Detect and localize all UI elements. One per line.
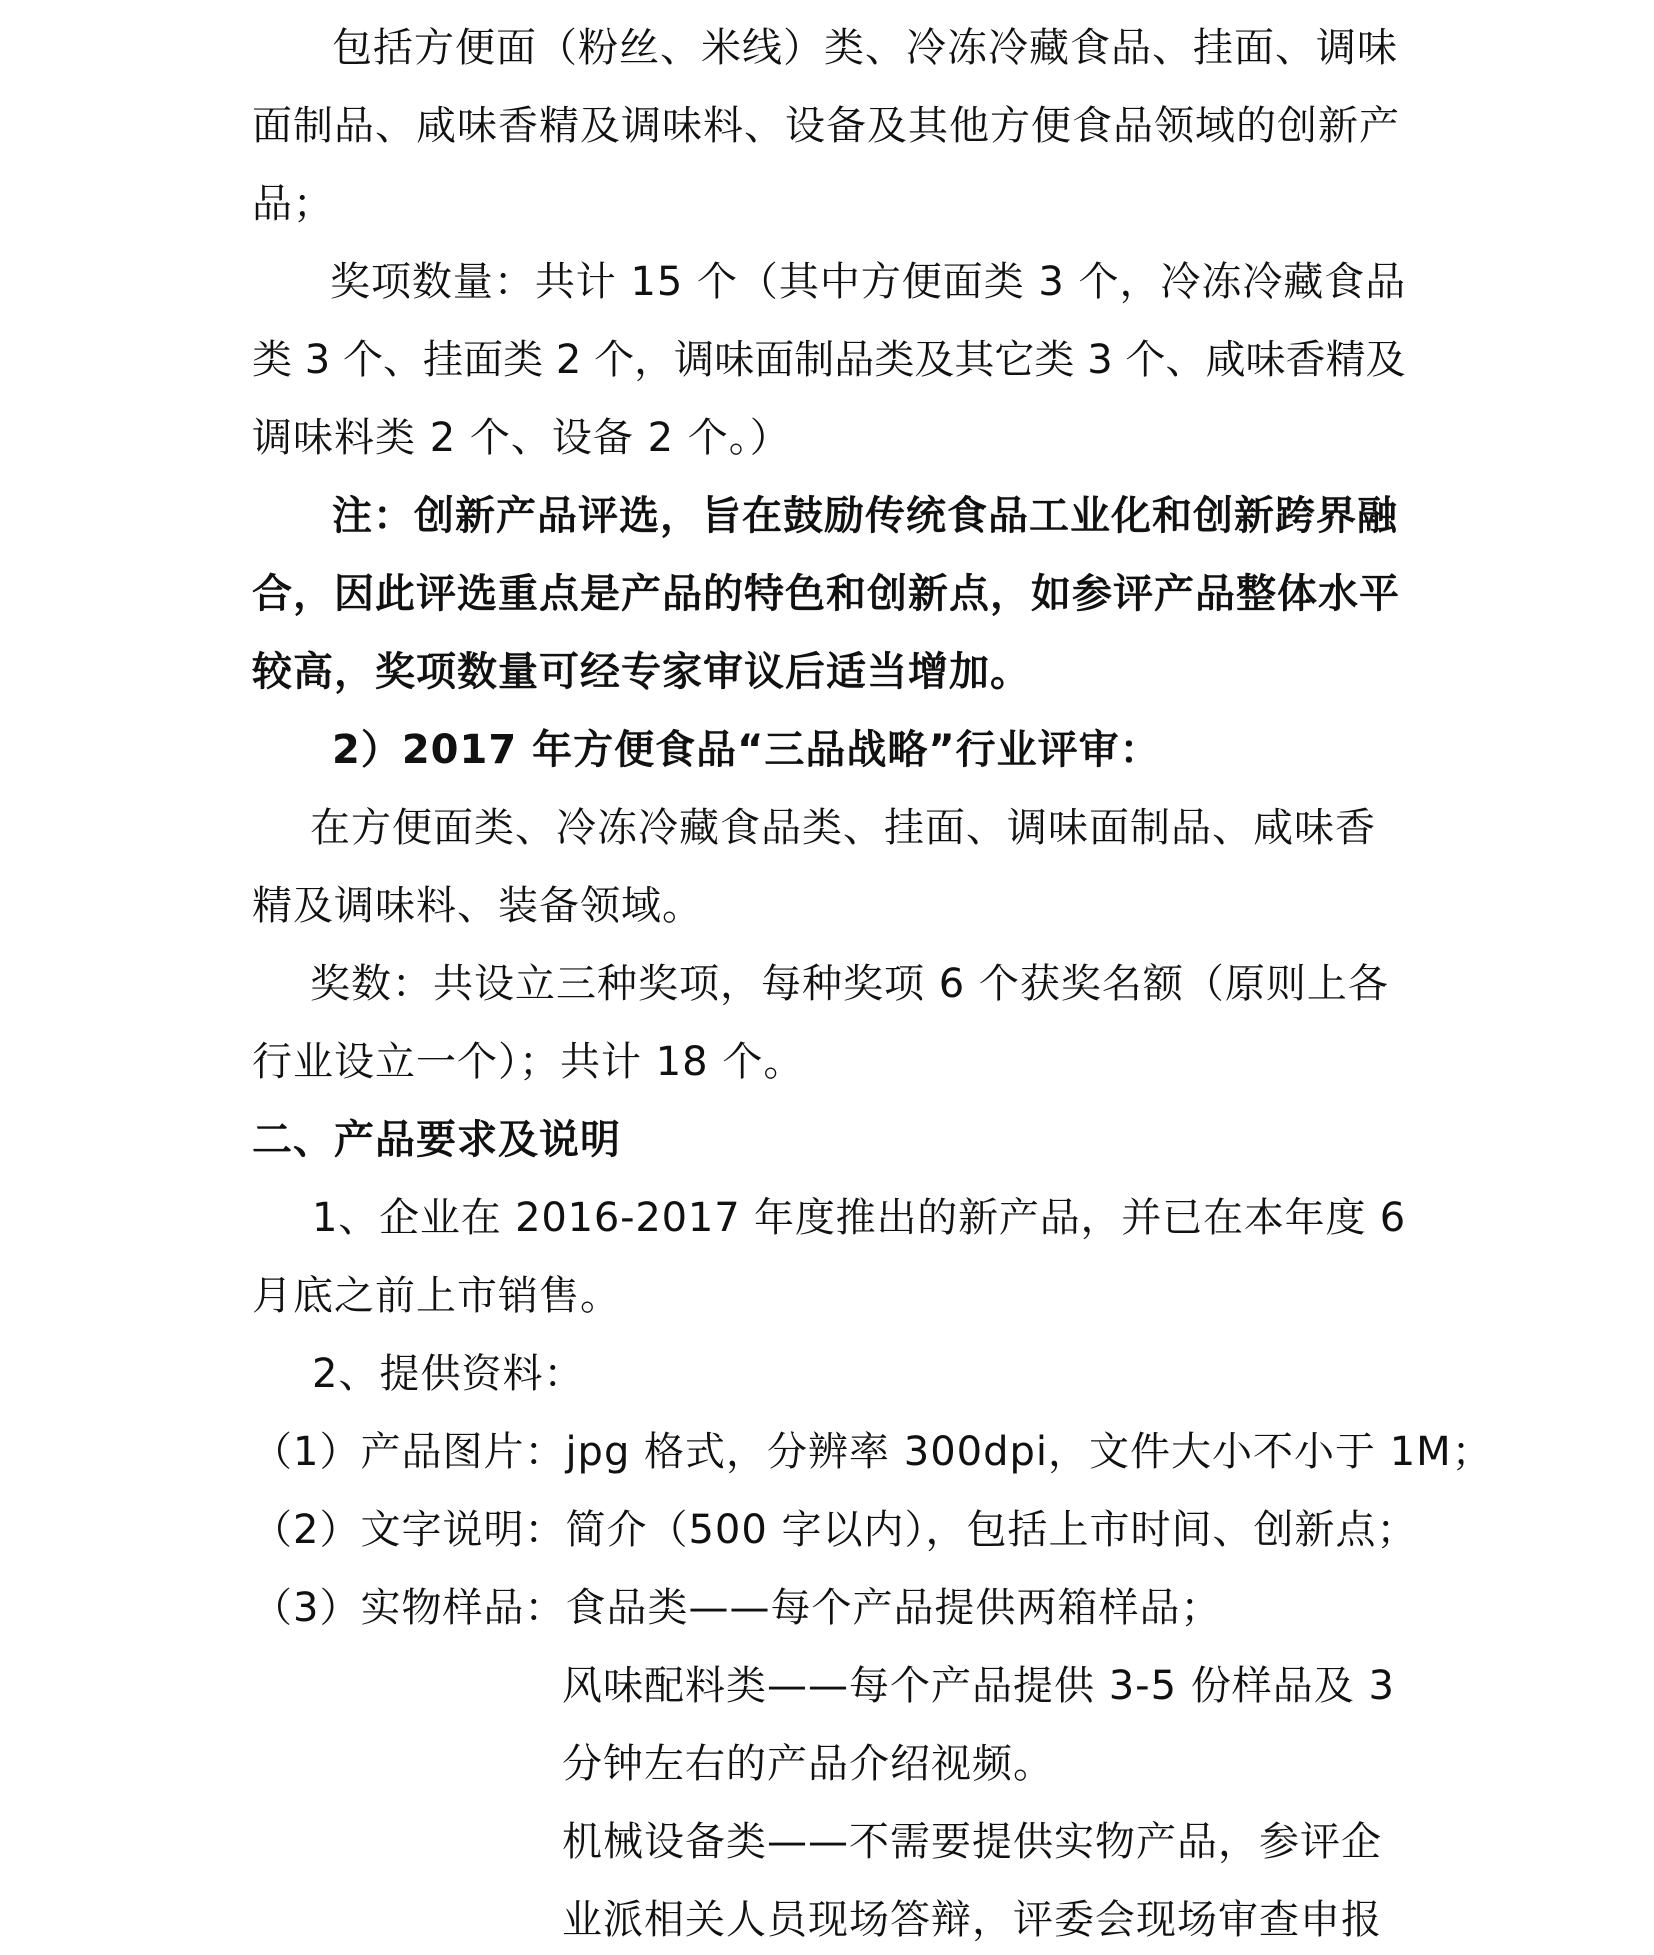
text-line-13: 奖数：共设立三种奖项，每种奖项 6 个获奖名额（原则上各 xyxy=(310,961,1389,1007)
text-line-14: 行业设立一个）；共计 18 个。 xyxy=(252,1039,805,1085)
text-line-6: 调味料类 2 个、设备 2 个。） xyxy=(252,415,791,461)
text-line-12: 精及调味料、装备领域。 xyxy=(252,883,703,929)
list-item-3-line-2: 风味配料类——每个产品提供 3-5 份样品及 3 xyxy=(562,1663,1395,1709)
text-line-4: 奖项数量：共计 15 个（其中方便面类 3 个，冷冻冷藏食品 xyxy=(330,259,1407,305)
note-line-2: 合，因此评选重点是产品的特色和创新点，如参评产品整体水平 xyxy=(252,571,1400,617)
note-line-3: 较高，奖项数量可经专家审议后适当增加。 xyxy=(252,649,1031,695)
section-heading-2: 二、产品要求及说明 xyxy=(252,1117,621,1163)
text-line-16: 1、企业在 2016-2017 年度推出的新产品，并已在本年度 6 xyxy=(312,1195,1407,1241)
list-item-2: （2）文字说明：简介（500 字以内），包括上市时间、创新点； xyxy=(252,1507,1418,1553)
note-line-1: 注：创新产品评选，旨在鼓励传统食品工业化和创新跨界融 xyxy=(332,493,1398,539)
list-item-3: （3）实物样品：食品类——每个产品提供两箱样品； xyxy=(252,1585,1222,1631)
list-item-3-line-4: 机械设备类——不需要提供实物产品，参评企 xyxy=(562,1819,1382,1865)
list-item-1: （1）产品图片：jpg 格式，分辨率 300dpi，文件大小不小于 1M； xyxy=(252,1429,1493,1475)
list-item-3-line-5: 业派相关人员现场答辩，评委会现场审查申报 xyxy=(562,1897,1382,1943)
text-line-3: 品； xyxy=(252,181,334,227)
text-line-5: 类 3 个、挂面类 2 个，调味面制品类及其它类 3 个、咸味香精及 xyxy=(252,337,1406,383)
list-item-3-line-3: 分钟左右的产品介绍视频。 xyxy=(562,1741,1054,1787)
subheading-2017: 2）2017 年方便食品“三品战略”行业评审： xyxy=(332,727,1161,773)
text-line-2: 面制品、咸味香精及调味料、设备及其他方便食品领域的创新产 xyxy=(252,103,1400,149)
text-line-11: 在方便面类、冷冻冷藏食品类、挂面、调味面制品、咸味香 xyxy=(310,805,1376,851)
text-line-1: 包括方便面（粉丝、米线）类、冷冻冷藏食品、挂面、调味 xyxy=(332,25,1398,71)
text-line-17: 月底之前上市销售。 xyxy=(252,1273,621,1319)
text-line-18: 2、提供资料： xyxy=(312,1351,585,1397)
